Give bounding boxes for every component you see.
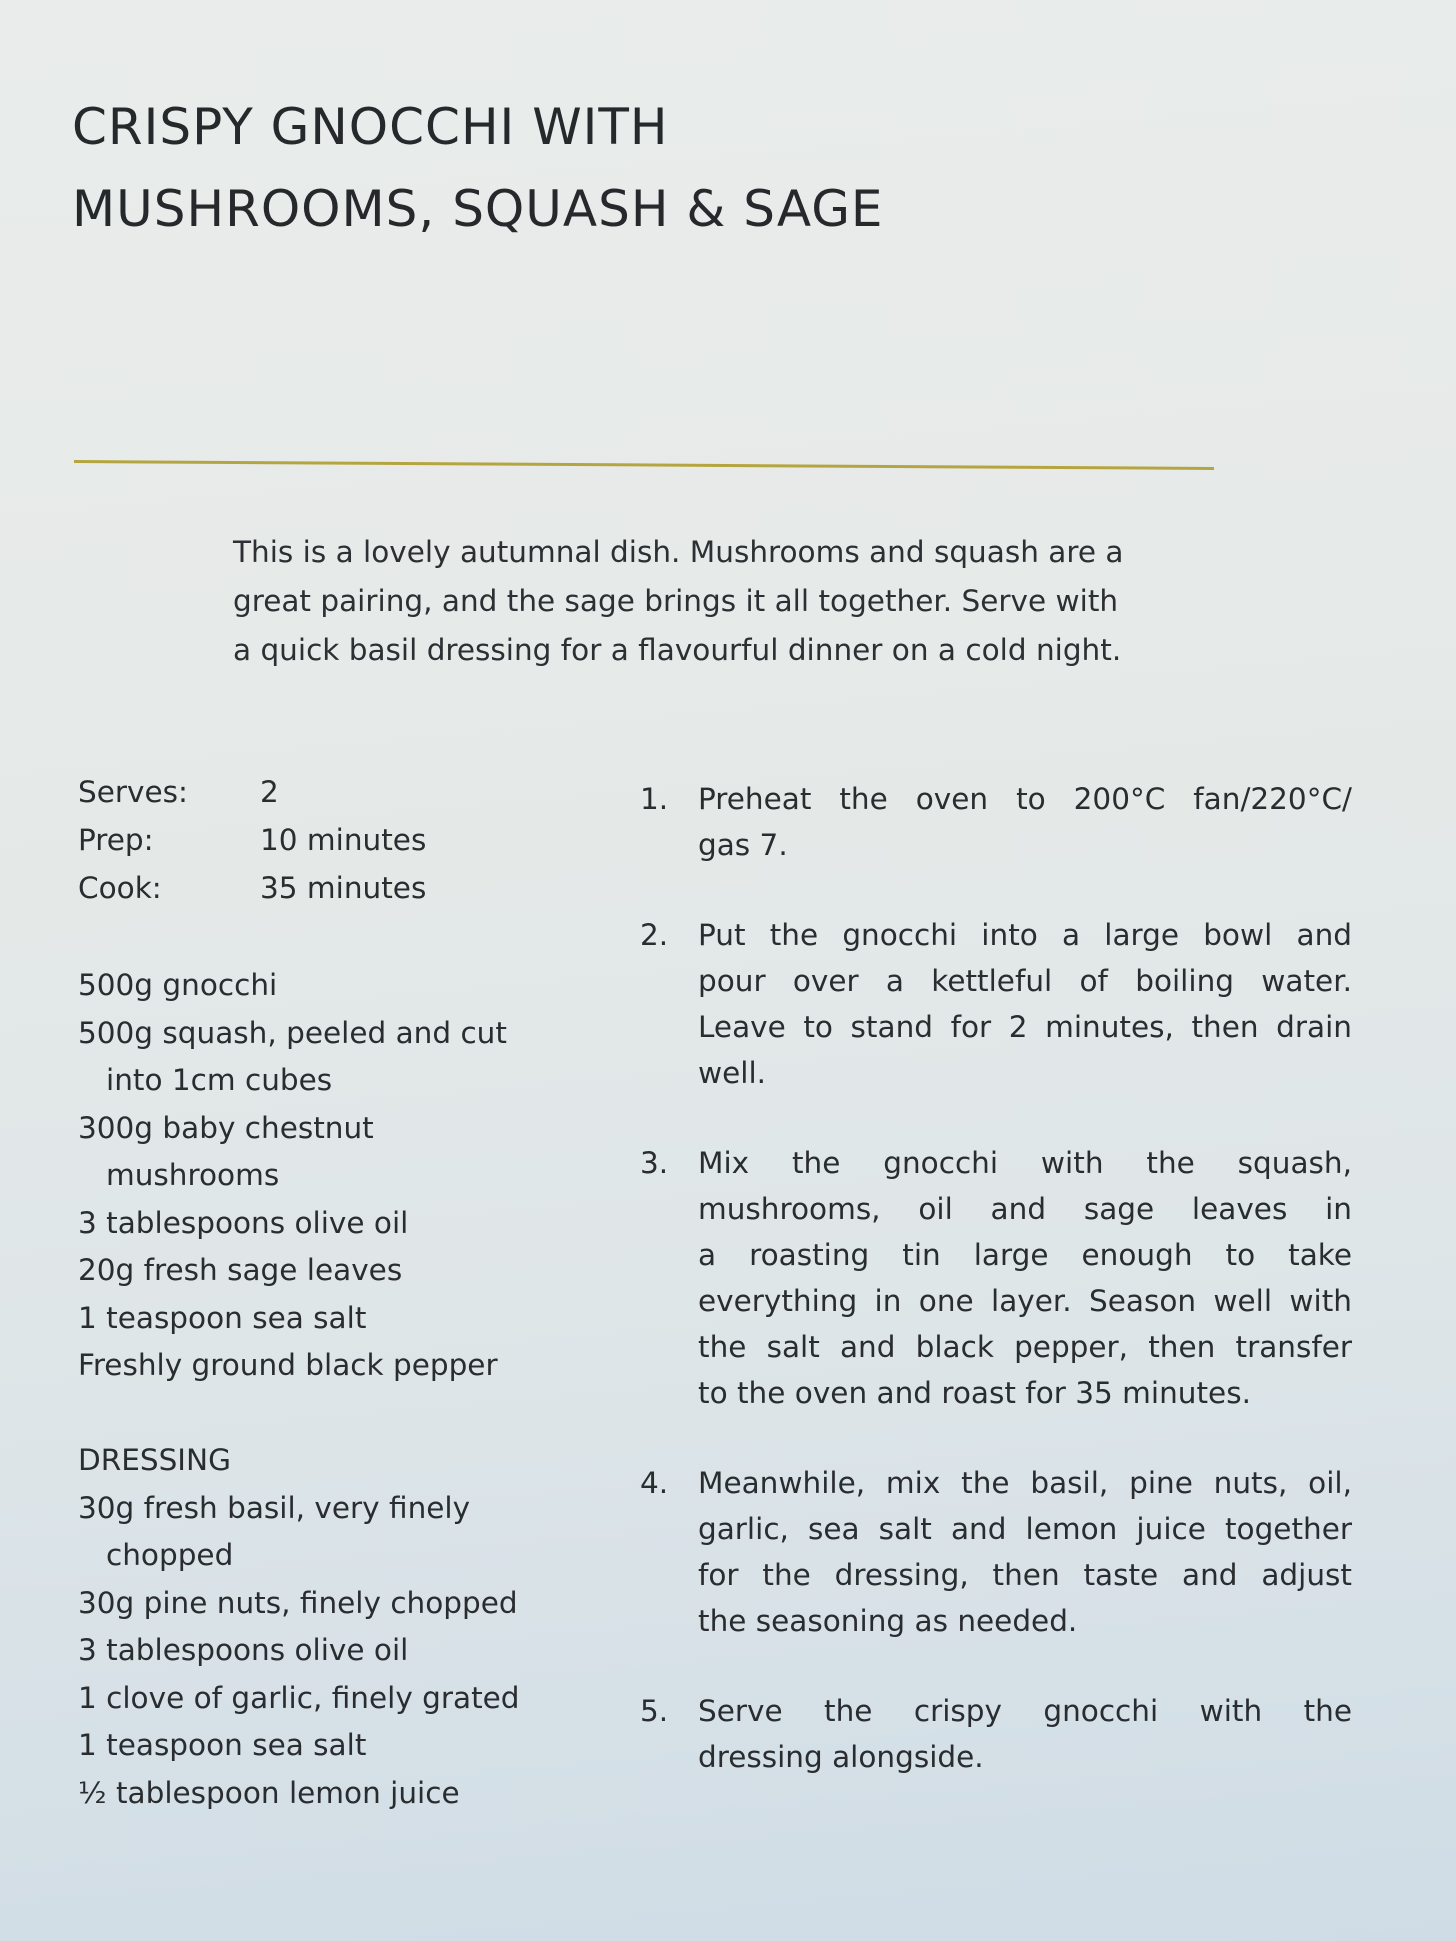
step-line: Mix the gnocchi with the squash, [698,1146,1352,1180]
title-divider [74,460,1214,470]
intro-line: great pairing, and the sage brings it all together. Serve with [233,584,1119,618]
dressing-item-continuation: chopped [106,1538,234,1572]
method-step [640,1460,1352,1644]
cook-value: 35 minutes [260,871,427,905]
step-line: Preheat the oven to 200°C fan/220°C/ [698,782,1352,816]
step-number: 4. [640,1466,669,1500]
ingredient-item: Freshly ground black pepper [78,1348,498,1382]
dressing-item: 1 clove of garlic, finely grated [78,1680,520,1715]
list-spacer [78,1390,598,1438]
step-line: Meanwhile, mix the basil, pine nuts, oil, [698,1466,1352,1500]
method-step [640,1688,1352,1780]
step-text [698,776,1352,868]
step-line: gas 7. [698,828,788,862]
dressing-item: ½ tablespoon lemon juice [78,1775,460,1810]
title-line-1: CRISPY GNOCCHI WITH [72,98,669,156]
dressing-item: 3 tablespoons olive oil [78,1633,409,1667]
ingredient-item: 500g gnocchi [78,968,278,1002]
step-text [698,1140,1352,1416]
dressing-item: 30g pine nuts, finely chopped [78,1585,518,1620]
ingredient-item: 3 tablespoons olive oil [78,1205,409,1240]
cook-row [78,864,426,912]
step-line: everything in one layer. Season well with [698,1284,1352,1318]
step-text [698,1460,1352,1644]
ingredient-item-continuation: mushrooms [106,1158,280,1192]
step-text [698,1688,1352,1780]
step-number: 2. [640,918,669,952]
method-steps [640,776,1352,1824]
ingredient-item: 500g squash, peeled and cut [78,1015,507,1050]
step-line: a roasting tin large enough to take [698,1238,1352,1272]
method-step [640,912,1352,1096]
step-line: Serve the crispy gnocchi with the [698,1694,1352,1728]
ingredient-list [78,962,598,1817]
step-line: Put the gnocchi into a large bowl and [698,918,1352,952]
step-text [698,912,1352,1096]
cook-label: Cook: [78,871,162,905]
serves-row [78,768,426,816]
step-number: 3. [640,1146,669,1180]
intro-line: a quick basil dressing for a flavourful dinner on a cold night. [233,633,1122,667]
method-step [640,1140,1352,1416]
step-line: Leave to stand for 2 minutes, then drain [698,1010,1352,1044]
ingredient-item-continuation: into 1cm cubes [106,1063,333,1097]
step-line: pour over a kettleful of boiling water. [698,964,1352,998]
dressing-heading: DRESSING [78,1443,231,1477]
recipe-intro [233,528,1233,675]
serves-label: Serves: [78,775,188,809]
ingredient-item: 1 teaspoon sea salt [78,1300,367,1335]
step-line: dressing alongside. [698,1740,984,1774]
step-line: the seasoning as needed. [698,1604,1078,1638]
dressing-item: 30g fresh basil, very finely [78,1490,471,1525]
step-number: 5. [640,1694,669,1728]
recipe-meta [78,768,426,912]
prep-row [78,816,426,864]
ingredient-item: 20g fresh sage leaves [78,1253,403,1287]
intro-line: This is a lovely autumnal dish. Mushrooms and squash are a [233,535,1124,569]
step-line: mushrooms, oil and sage leaves in [698,1192,1352,1226]
dressing-item: 1 teaspoon sea salt [78,1728,367,1762]
step-line: for the dressing, then taste and adjust [698,1558,1352,1592]
step-line: to the oven and roast for 35 minutes. [698,1376,1251,1410]
step-number: 1. [640,782,669,816]
prep-label: Prep: [78,823,154,857]
title-line-2: MUSHROOMS, SQUASH & SAGE [72,180,884,238]
step-line: the salt and black pepper, then transfer [698,1330,1352,1364]
step-line: garlic, sea salt and lemon juice together [698,1512,1352,1546]
ingredient-item: 300g baby chestnut [78,1110,374,1145]
prep-value: 10 minutes [260,823,427,857]
recipe-title [72,86,884,250]
step-line: well. [698,1056,767,1090]
method-step [640,776,1352,868]
serves-value: 2 [260,775,279,809]
